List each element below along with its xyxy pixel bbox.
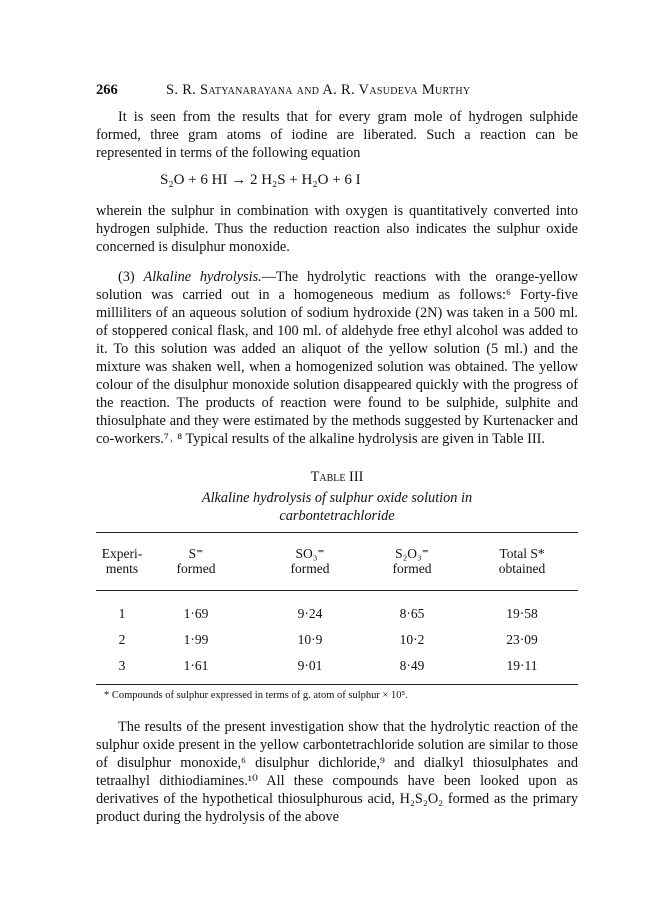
table-rule-top: [96, 532, 578, 533]
section-heading: Alkaline hydrolysis.: [143, 269, 262, 285]
section-number: (3): [118, 269, 144, 285]
table-label: Table III: [310, 469, 364, 485]
header-line: Total S*: [499, 546, 545, 561]
paragraph-2-text: wherein the sulphur in combination with oxygen is quantitatively converted into hydrogen sulphide. Thus the reduction reaction also indicates the sulphur oxide concerned is disulphur monoxide.: [96, 203, 578, 255]
paragraph-3-body: —The hydrolytic reactions with the orange-yellow solution was carried out in a homogeneous medium as follows:⁶ Forty-five milliliters of an aqueous solution of sodium hydroxide (2N) was taken in a 500 ml. of stoppered conical flask, and 100 ml. of aldehyde free ethyl alcohol was added to it. To this solution was added an aliquot of the yellow solution (5 ml.) and the mixture was shaken well, when a homogenized solution was obtained. The yellow colour of the disulphur monoxide solution disappeared quickly with the progress of the reaction. The products of reaction were found to be sulphide, sulphite and thiosulphate and they were estimated by the methods suggested by Kurtenacker and co-workers.⁷˒ ⁸ Typical results of the alkaline hydrolysis are given in Table III.: [96, 269, 579, 447]
table-cell: 9·01: [297, 658, 323, 673]
paragraph-2: [96, 202, 578, 256]
header-line: formed: [290, 561, 330, 576]
table-caption-line-2: carbontetrachloride: [279, 508, 395, 524]
header-line: SO₃⁼: [295, 546, 325, 561]
table-caption-line-1: Alkaline hydrolysis of sulphur oxide solution in: [201, 490, 473, 506]
table-cell: 19·11: [506, 658, 538, 673]
header-line: obtained: [498, 561, 546, 576]
table-cell: 9·24: [297, 606, 323, 621]
table-cell: 1·99: [183, 632, 209, 647]
table-cell: 1·69: [183, 606, 209, 621]
chemical-equation: S₂O + 6 HI → 2 H₂S + H₂O + 6 I: [160, 172, 361, 188]
header-line: S₂O₃⁼: [395, 546, 429, 561]
column-header-sulphide: [156, 546, 236, 576]
header-line: S⁼: [188, 546, 204, 561]
running-header: [96, 82, 571, 102]
column-header-experiments: [82, 546, 162, 576]
header-line: Experi-: [101, 546, 143, 561]
paragraph-3: [96, 268, 578, 448]
table-cell: 2: [118, 632, 126, 647]
table-cell: 8·65: [399, 606, 425, 621]
table-cell: 3: [118, 658, 126, 673]
header-line: formed: [392, 561, 432, 576]
paragraph-1-text: It is seen from the results that for every gram mole of hydrogen sulphide formed, three gram atoms of iodine are liberated. Such a reaction can be represented in terms of the following equation: [96, 109, 578, 161]
table-footnote: * Compounds of sulphur expressed in terms of g. atom of sulphur × 10⁵.: [104, 690, 408, 701]
table-cell: 1: [118, 606, 126, 621]
column-header-sulphite: [270, 546, 350, 576]
column-header-total-sulphur: [482, 546, 562, 576]
table-cell: 10·9: [297, 632, 323, 647]
table-cell: 23·09: [506, 632, 538, 647]
paragraph-4: [96, 718, 578, 826]
page-number: 266: [96, 82, 118, 98]
table-cell: 1·61: [183, 658, 209, 673]
table-cell: 19·58: [506, 606, 538, 621]
paragraph-4-text: The results of the present investigation show that the hydrolytic reaction of the sulphur oxide present in the yellow carbontetrachloride solution are similar to those of disulphur monoxide,⁶ disulphur dichloride,⁹ and dialkyl thiosulphates and tetraalhyl dithiodiamines.¹⁰ All these compounds have been looked upon as derivatives of the hypothetical thiosulphurous acid, H₂S₂O₂ formed as the primary product during the hydrolysis of the above: [96, 719, 578, 825]
table-rule-mid: [96, 590, 578, 591]
table-rule-bottom: [96, 684, 578, 685]
table-cell: 8·49: [399, 658, 425, 673]
paragraph-1: [96, 108, 578, 162]
header-line: ments: [105, 561, 139, 576]
paragraph-3-text: [96, 268, 578, 448]
table-cell: 10·2: [399, 632, 425, 647]
header-line: formed: [176, 561, 216, 576]
column-header-thiosulphate: [372, 546, 452, 576]
running-header-authors: S. R. Satyanarayana and A. R. Vasudeva Murthy: [166, 82, 471, 98]
